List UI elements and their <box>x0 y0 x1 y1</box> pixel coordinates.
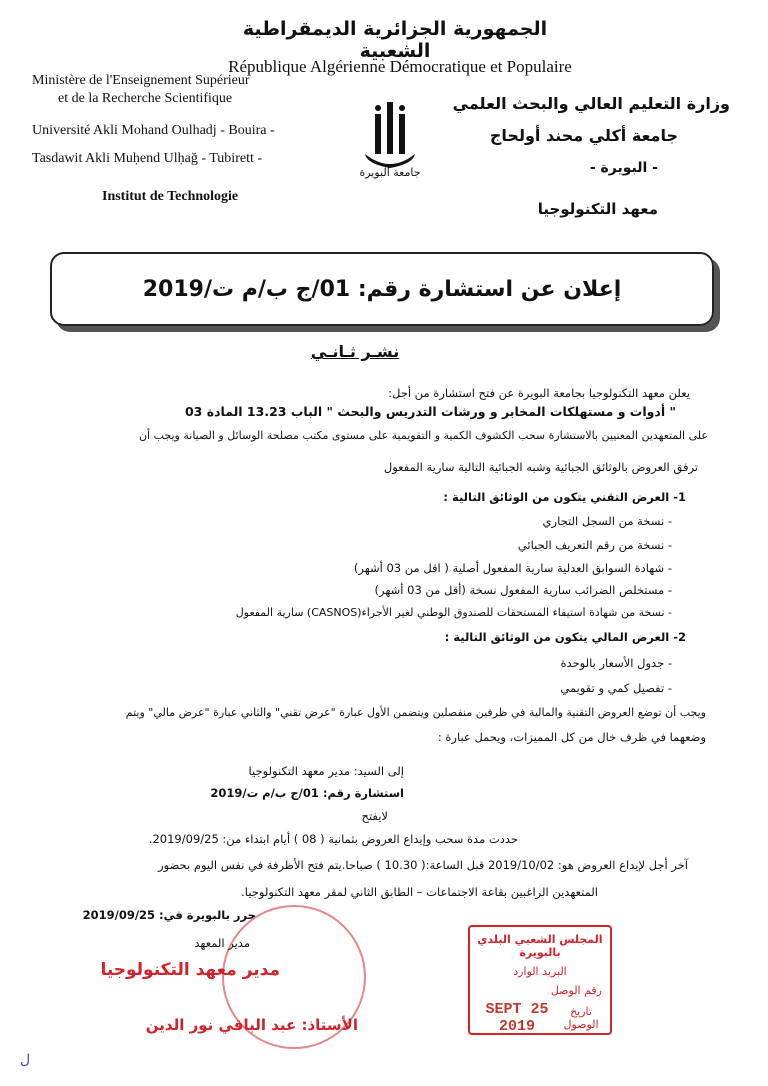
tech-item: - نسخة من شهادة استيفاء المستحقات للصندوق الوطني لغير الأجراء(CASNOS) سارية المفعول <box>235 606 672 619</box>
deadline-line-3: المتعهدين الراغبين بقاعة الاجتماعات – الطابق الثاني لمقر معهد التكنولوجيا. <box>241 885 598 899</box>
subject-text: " أدوات و مستهلكات المخابر و ورشات التدريس والبحث " الباب 13.23 المادة 03 <box>184 404 676 419</box>
paragraph-4: وضعهما في ظرف خال من كل المميزات، ويحمل عبارة : <box>437 730 706 744</box>
ministry-fr-line2: et de la Recherche Scientifique <box>58 91 233 106</box>
reception-stamp-line2: البريد الوارد <box>513 965 567 978</box>
addressee-line: إلى السيد: مدير معهد التكنولوجيا <box>248 764 404 778</box>
paragraph-1: على المتعهدين المعنيين بالاستشارة سحب الكشوف الكمية و التقويمية على مستوى مكتب مصلحة الوسائل و الصيانة ويجب أن <box>138 429 708 442</box>
announcement-subtitle: نشـر ثـانـي <box>310 342 400 361</box>
university-fr-line2: Tasdawit Akli Muḥend Ulḥağ - Tubirett - <box>32 151 263 166</box>
technical-offer-heading: 1- العرض التقني يتكون من الوثائق التالية : <box>443 490 686 504</box>
financial-item: - جدول الأسعار بالوحدة <box>560 656 672 670</box>
paragraph-2: ترفق العروض بالوثائق الجبائية وشبه الجبائية التالية سارية المفعول <box>383 460 698 474</box>
tech-item: - نسخة من رقم التعريف الجبائي <box>517 538 672 552</box>
logo-caption: جامعة البويرة <box>359 166 421 179</box>
announcement-title: إعلان عن استشارة رقم: 01/ج ب/م ت/2019 <box>50 252 714 326</box>
tech-item: - نسخة من السجل التجاري <box>542 514 672 528</box>
intro-text: يعلن معهد التكنولوجيا بجامعة البويرة عن فتح استشارة من أجل: <box>388 386 690 400</box>
director-signature-label: مدير المعهد <box>194 936 250 950</box>
reception-stamp-line3: رقم الوصل <box>550 984 602 997</box>
university-logo <box>355 92 425 182</box>
city-ar: - البويرة - <box>589 160 658 176</box>
do-not-open-line: لايفتح <box>361 809 388 823</box>
university-ar: جامعة أكلي محند أولحاج <box>489 126 678 145</box>
financial-item: - تفصيل كمي و تقويمي <box>560 681 672 695</box>
header-french-republic: République Algérienne Démocratique et Populaire <box>228 57 572 76</box>
place-and-date: حرر بالبويرة في: 2019/09/25 <box>82 908 256 922</box>
institute-ar: معهد التكنولوجيا <box>537 200 658 218</box>
reception-stamp-line1: المجلس الشعبي البلدي بالبويرة <box>477 933 603 959</box>
ministry-ar: وزارة التعليم العالي والبحث العلمي <box>452 94 730 113</box>
financial-offer-heading: 2- العرض المالي يتكون من الوثائق التالية : <box>444 630 686 644</box>
consultation-number-line: استشارة رقم: 01/ج ب/م ت/2019 <box>210 786 404 800</box>
reception-stamp <box>468 925 612 1035</box>
director-stamp-name: الأستاذ: عبد الباقي نور الدين <box>145 1016 358 1034</box>
tech-item: - مستخلص الضرائب سارية المفعول نسخة (أقل من 03 أشهر) <box>374 583 672 597</box>
deadline-line-2: آخر أجل لإيداع العروض هو: 2019/10/02 قبل الساعة:( 10.30 ) صباحا.يتم فتح الأظرفة في نفس اليوم بحضور <box>158 858 688 872</box>
institute-fr: Institut de Technologie <box>102 189 239 204</box>
director-stamp-title: مدير معهد التكنولوجيا <box>100 960 280 980</box>
handwritten-mark: ﻝ <box>20 1052 31 1068</box>
header-arabic-republic: الجمهورية الجزائرية الديمقراطية الشعبية <box>242 18 548 62</box>
reception-date-label: تاريخ الوصول <box>563 1005 599 1031</box>
deadline-line-1: حددت مدة سحب وإيداع العروض بثمانية ( 08 ) أيام ابتداء من: 2019/09/25. <box>148 832 518 846</box>
paragraph-3: ويجب أن توضع العروض التقنية والمالية في ظرفين منفصلين ويتضمن الأول عبارة "عرض تقني" والثاني عبارة "عرض مالي" ويتم <box>125 706 706 719</box>
tech-item: - شهادة السوابق العدلية سارية المفعول أصلية ( اقل من 03 أشهر) <box>353 561 672 575</box>
university-fr-line1: Université Akli Mohand Oulhadj - Bouira - <box>32 123 275 138</box>
ministry-fr-line1: Ministère de l'Enseignement Supérieur <box>32 73 250 88</box>
reception-date: 25 SEPT 2019 <box>485 1001 549 1035</box>
